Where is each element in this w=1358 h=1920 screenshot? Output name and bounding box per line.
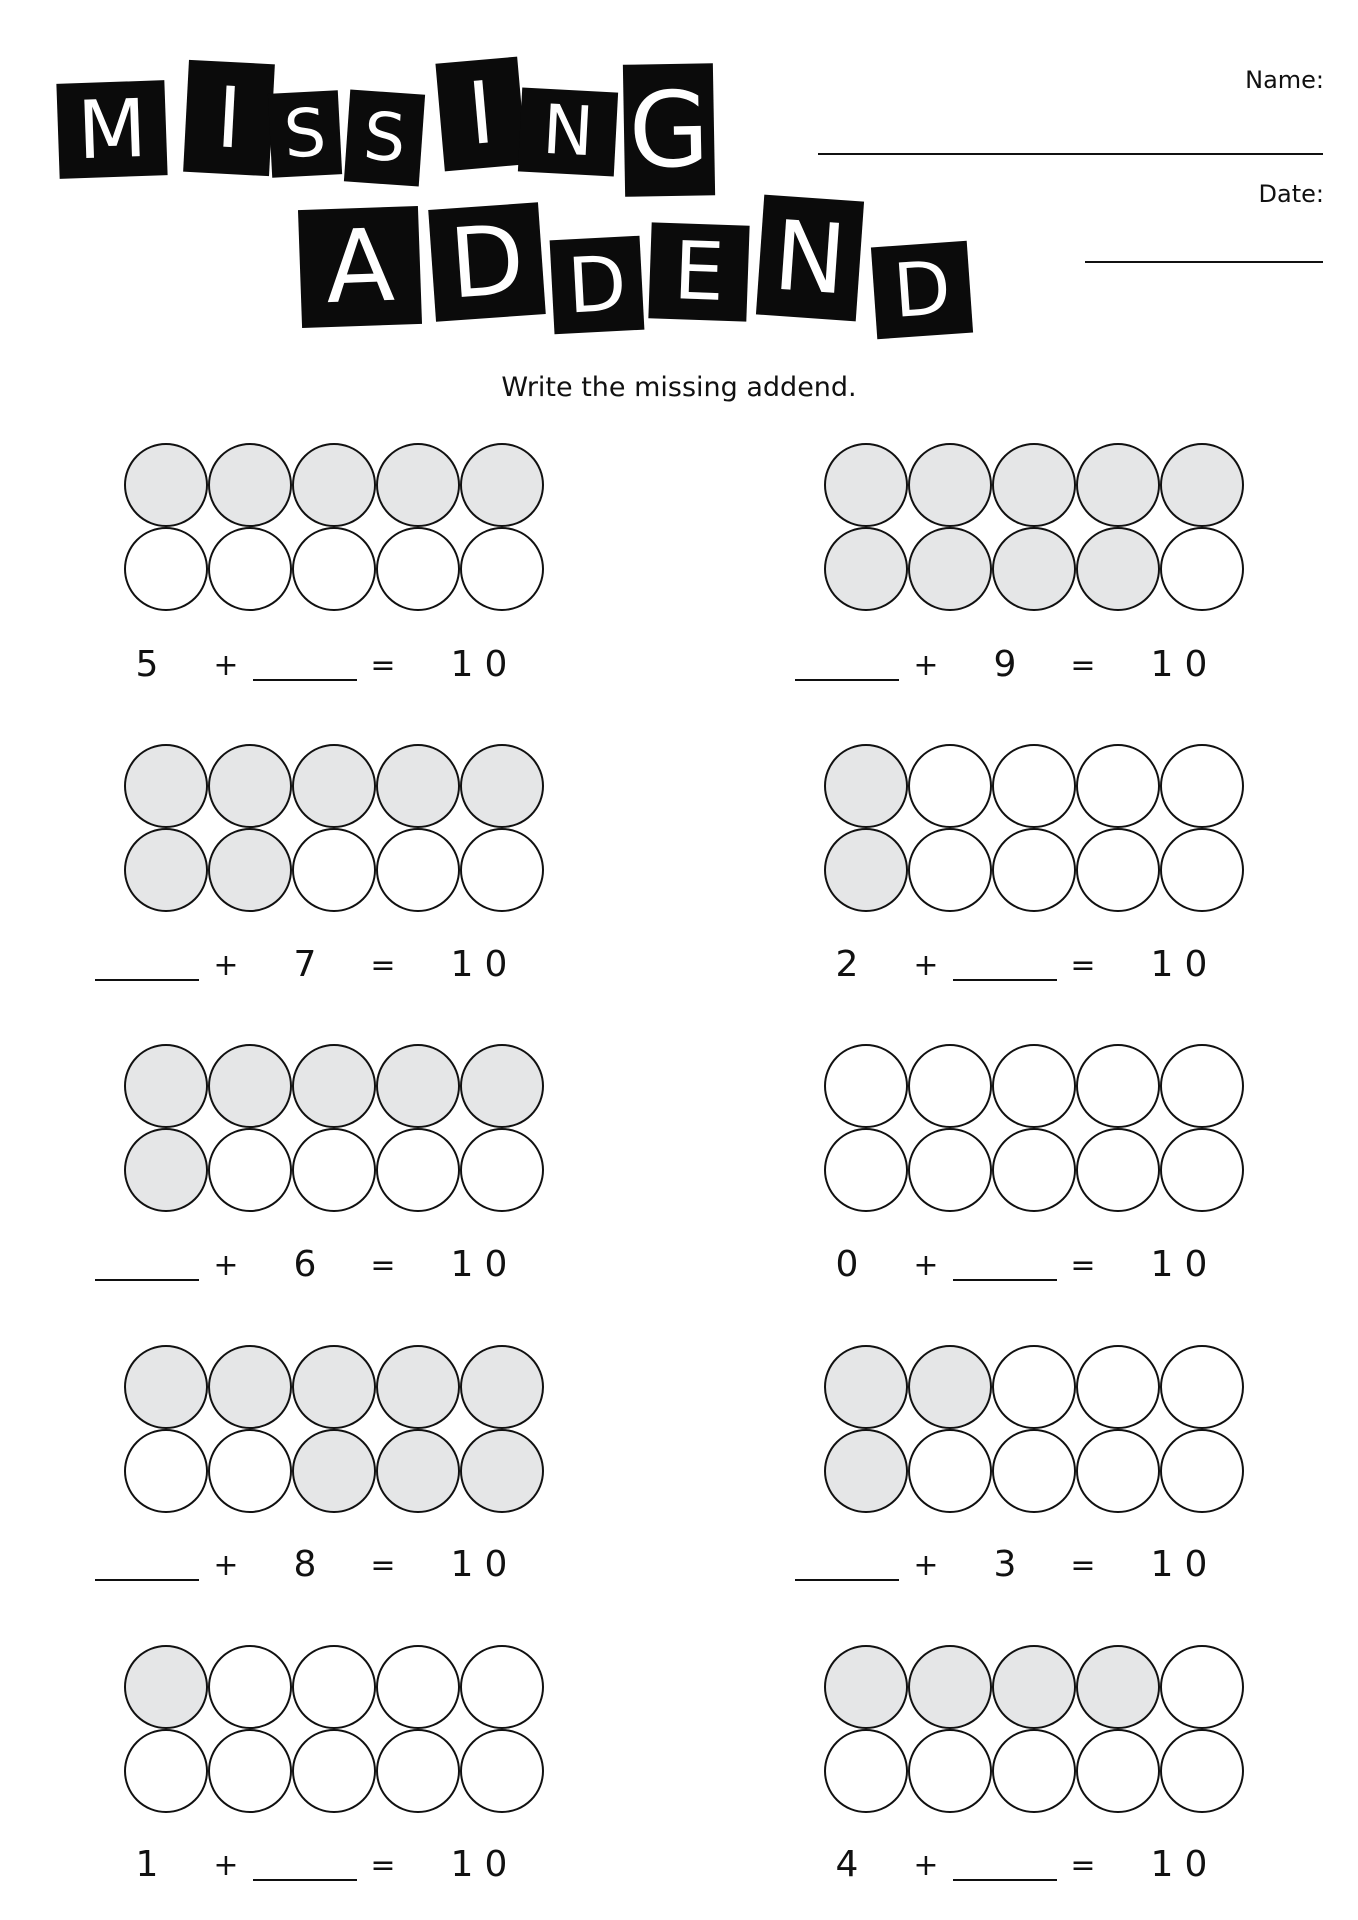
title-tile: S xyxy=(344,89,425,186)
equation-digit: 1 xyxy=(135,1844,159,1885)
filled-counter xyxy=(292,744,376,828)
filled-counter xyxy=(992,1645,1076,1729)
empty-counter xyxy=(992,744,1076,828)
instructions: Write the missing addend. xyxy=(501,372,857,403)
ten-frame xyxy=(124,1044,544,1220)
answer-blank[interactable] xyxy=(253,679,357,681)
filled-counter xyxy=(908,1645,992,1729)
empty-counter xyxy=(992,828,1076,912)
empty-counter xyxy=(908,1429,992,1513)
empty-counter xyxy=(1160,1645,1244,1729)
answer-blank[interactable] xyxy=(253,1879,357,1881)
equation-digit: 0 xyxy=(1184,644,1208,685)
empty-counter xyxy=(124,527,208,611)
title-tile: M xyxy=(56,80,167,179)
equation-digit: 1 xyxy=(450,644,474,685)
ten-frame xyxy=(824,443,1244,619)
empty-counter xyxy=(1160,527,1244,611)
name-line[interactable] xyxy=(818,153,1323,155)
empty-counter xyxy=(460,1645,544,1729)
filled-counter xyxy=(208,1345,292,1429)
filled-counter xyxy=(124,1128,208,1212)
filled-counter xyxy=(460,1044,544,1128)
empty-counter xyxy=(292,1729,376,1813)
ten-frame xyxy=(124,443,544,619)
equation-digit: 1 xyxy=(450,944,474,985)
title-tile: S xyxy=(268,90,342,178)
empty-counter xyxy=(376,527,460,611)
equation-digit: 1 xyxy=(1150,1544,1174,1585)
plus-sign: + xyxy=(913,1548,939,1583)
empty-counter xyxy=(376,1729,460,1813)
filled-counter xyxy=(124,1044,208,1128)
equation-digit: 5 xyxy=(135,644,159,685)
empty-counter xyxy=(1160,1044,1244,1128)
empty-counter xyxy=(292,1128,376,1212)
empty-counter xyxy=(1160,1429,1244,1513)
filled-counter xyxy=(460,443,544,527)
filled-counter xyxy=(292,443,376,527)
filled-counter xyxy=(376,744,460,828)
title-tile: D xyxy=(871,241,973,339)
equation-digit: 0 xyxy=(835,1244,859,1285)
equals-sign: = xyxy=(1070,1548,1096,1583)
ten-frame xyxy=(824,1345,1244,1521)
filled-counter xyxy=(124,828,208,912)
filled-counter xyxy=(992,527,1076,611)
filled-counter xyxy=(460,744,544,828)
empty-counter xyxy=(376,828,460,912)
empty-counter xyxy=(992,1128,1076,1212)
empty-counter xyxy=(460,1128,544,1212)
empty-counter xyxy=(124,1729,208,1813)
empty-counter xyxy=(824,1729,908,1813)
equation-digit: 7 xyxy=(293,944,317,985)
name-label: Name: xyxy=(1245,66,1324,94)
equation-digit: 0 xyxy=(484,644,508,685)
filled-counter xyxy=(824,828,908,912)
empty-counter xyxy=(292,828,376,912)
equals-sign: = xyxy=(1070,648,1096,683)
plus-sign: + xyxy=(213,1548,239,1583)
ten-frame xyxy=(824,744,1244,920)
filled-counter xyxy=(292,1345,376,1429)
empty-counter xyxy=(124,1429,208,1513)
empty-counter xyxy=(992,1429,1076,1513)
filled-counter xyxy=(124,443,208,527)
filled-counter xyxy=(824,443,908,527)
ten-frame xyxy=(824,1044,1244,1220)
filled-counter xyxy=(208,1044,292,1128)
equation-digit: 9 xyxy=(993,644,1017,685)
filled-counter xyxy=(376,443,460,527)
equation-digit: 0 xyxy=(484,1544,508,1585)
answer-blank[interactable] xyxy=(95,1579,199,1581)
filled-counter xyxy=(460,1429,544,1513)
empty-counter xyxy=(824,1128,908,1212)
plus-sign: + xyxy=(913,1848,939,1883)
empty-counter xyxy=(908,744,992,828)
empty-counter xyxy=(208,527,292,611)
equation-digit: 0 xyxy=(1184,1244,1208,1285)
equation-digit: 0 xyxy=(484,1844,508,1885)
equals-sign: = xyxy=(1070,948,1096,983)
plus-sign: + xyxy=(913,1248,939,1283)
date-line[interactable] xyxy=(1085,261,1323,263)
filled-counter xyxy=(824,527,908,611)
filled-counter xyxy=(824,744,908,828)
equation-digit: 0 xyxy=(1184,1844,1208,1885)
empty-counter xyxy=(376,1128,460,1212)
empty-counter xyxy=(1160,744,1244,828)
equation-digit: 3 xyxy=(993,1544,1017,1585)
filled-counter xyxy=(908,527,992,611)
plus-sign: + xyxy=(213,948,239,983)
empty-counter xyxy=(1160,828,1244,912)
equation-digit: 0 xyxy=(484,944,508,985)
title-tile: D xyxy=(428,202,546,321)
date-label: Date: xyxy=(1258,180,1324,208)
equals-sign: = xyxy=(1070,1848,1096,1883)
ten-frame xyxy=(124,1645,544,1821)
empty-counter xyxy=(992,1044,1076,1128)
equation-digit: 0 xyxy=(484,1244,508,1285)
empty-counter xyxy=(1076,1345,1160,1429)
equation-digit: 1 xyxy=(1150,1244,1174,1285)
equation-digit: 2 xyxy=(835,944,859,985)
filled-counter xyxy=(376,1429,460,1513)
empty-counter xyxy=(908,1044,992,1128)
title-tile: N xyxy=(756,195,864,322)
empty-counter xyxy=(824,1044,908,1128)
empty-counter xyxy=(1076,1044,1160,1128)
empty-counter xyxy=(460,527,544,611)
plus-sign: + xyxy=(213,1848,239,1883)
empty-counter xyxy=(208,1645,292,1729)
equation-digit: 0 xyxy=(1184,944,1208,985)
empty-counter xyxy=(208,1128,292,1212)
empty-counter xyxy=(992,1345,1076,1429)
answer-blank[interactable] xyxy=(95,979,199,981)
empty-counter xyxy=(1076,828,1160,912)
plus-sign: + xyxy=(913,648,939,683)
filled-counter xyxy=(824,1345,908,1429)
filled-counter xyxy=(1076,1645,1160,1729)
ten-frame xyxy=(124,744,544,920)
filled-counter xyxy=(292,1044,376,1128)
filled-counter xyxy=(124,1645,208,1729)
equals-sign: = xyxy=(370,948,396,983)
empty-counter xyxy=(376,1645,460,1729)
answer-blank[interactable] xyxy=(95,1279,199,1281)
filled-counter xyxy=(124,744,208,828)
empty-counter xyxy=(460,1729,544,1813)
filled-counter xyxy=(376,1044,460,1128)
empty-counter xyxy=(208,1429,292,1513)
equals-sign: = xyxy=(370,648,396,683)
empty-counter xyxy=(1160,1345,1244,1429)
empty-counter xyxy=(1076,1429,1160,1513)
equation-digit: 1 xyxy=(450,1244,474,1285)
ten-frame xyxy=(124,1345,544,1521)
title-tile: I xyxy=(435,57,526,172)
equals-sign: = xyxy=(370,1848,396,1883)
answer-blank[interactable] xyxy=(953,1879,1057,1881)
plus-sign: + xyxy=(913,948,939,983)
filled-counter xyxy=(908,443,992,527)
empty-counter xyxy=(292,527,376,611)
equation-digit: 6 xyxy=(293,1244,317,1285)
empty-counter xyxy=(908,1128,992,1212)
equals-sign: = xyxy=(1070,1248,1096,1283)
answer-blank[interactable] xyxy=(795,679,899,681)
empty-counter xyxy=(1160,1128,1244,1212)
empty-counter xyxy=(292,1645,376,1729)
empty-counter xyxy=(908,828,992,912)
title-tile: N xyxy=(518,88,618,177)
title-tile: A xyxy=(298,206,422,328)
title-tile: I xyxy=(183,60,275,176)
answer-blank[interactable] xyxy=(953,1279,1057,1281)
filled-counter xyxy=(1160,443,1244,527)
equation-digit: 8 xyxy=(293,1544,317,1585)
filled-counter xyxy=(208,828,292,912)
equals-sign: = xyxy=(370,1248,396,1283)
plus-sign: + xyxy=(213,648,239,683)
filled-counter xyxy=(460,1345,544,1429)
empty-counter xyxy=(460,828,544,912)
ten-frame xyxy=(824,1645,1244,1821)
equation-digit: 1 xyxy=(450,1844,474,1885)
answer-blank[interactable] xyxy=(953,979,1057,981)
empty-counter xyxy=(1076,1128,1160,1212)
title-tile: E xyxy=(648,222,749,321)
filled-counter xyxy=(1076,527,1160,611)
equation-digit: 0 xyxy=(1184,1544,1208,1585)
empty-counter xyxy=(208,1729,292,1813)
answer-blank[interactable] xyxy=(795,1579,899,1581)
filled-counter xyxy=(124,1345,208,1429)
title-tile: G xyxy=(623,63,715,197)
filled-counter xyxy=(824,1645,908,1729)
equation-digit: 1 xyxy=(1150,1844,1174,1885)
empty-counter xyxy=(992,1729,1076,1813)
filled-counter xyxy=(292,1429,376,1513)
empty-counter xyxy=(1076,744,1160,828)
title-tile: D xyxy=(550,236,645,335)
empty-counter xyxy=(1160,1729,1244,1813)
filled-counter xyxy=(1076,443,1160,527)
filled-counter xyxy=(208,443,292,527)
empty-counter xyxy=(908,1729,992,1813)
equation-digit: 4 xyxy=(835,1844,859,1885)
equation-digit: 1 xyxy=(1150,944,1174,985)
filled-counter xyxy=(376,1345,460,1429)
empty-counter xyxy=(1076,1729,1160,1813)
plus-sign: + xyxy=(213,1248,239,1283)
equals-sign: = xyxy=(370,1548,396,1583)
filled-counter xyxy=(908,1345,992,1429)
filled-counter xyxy=(208,744,292,828)
equation-digit: 1 xyxy=(1150,644,1174,685)
filled-counter xyxy=(824,1429,908,1513)
equation-digit: 1 xyxy=(450,1544,474,1585)
filled-counter xyxy=(992,443,1076,527)
